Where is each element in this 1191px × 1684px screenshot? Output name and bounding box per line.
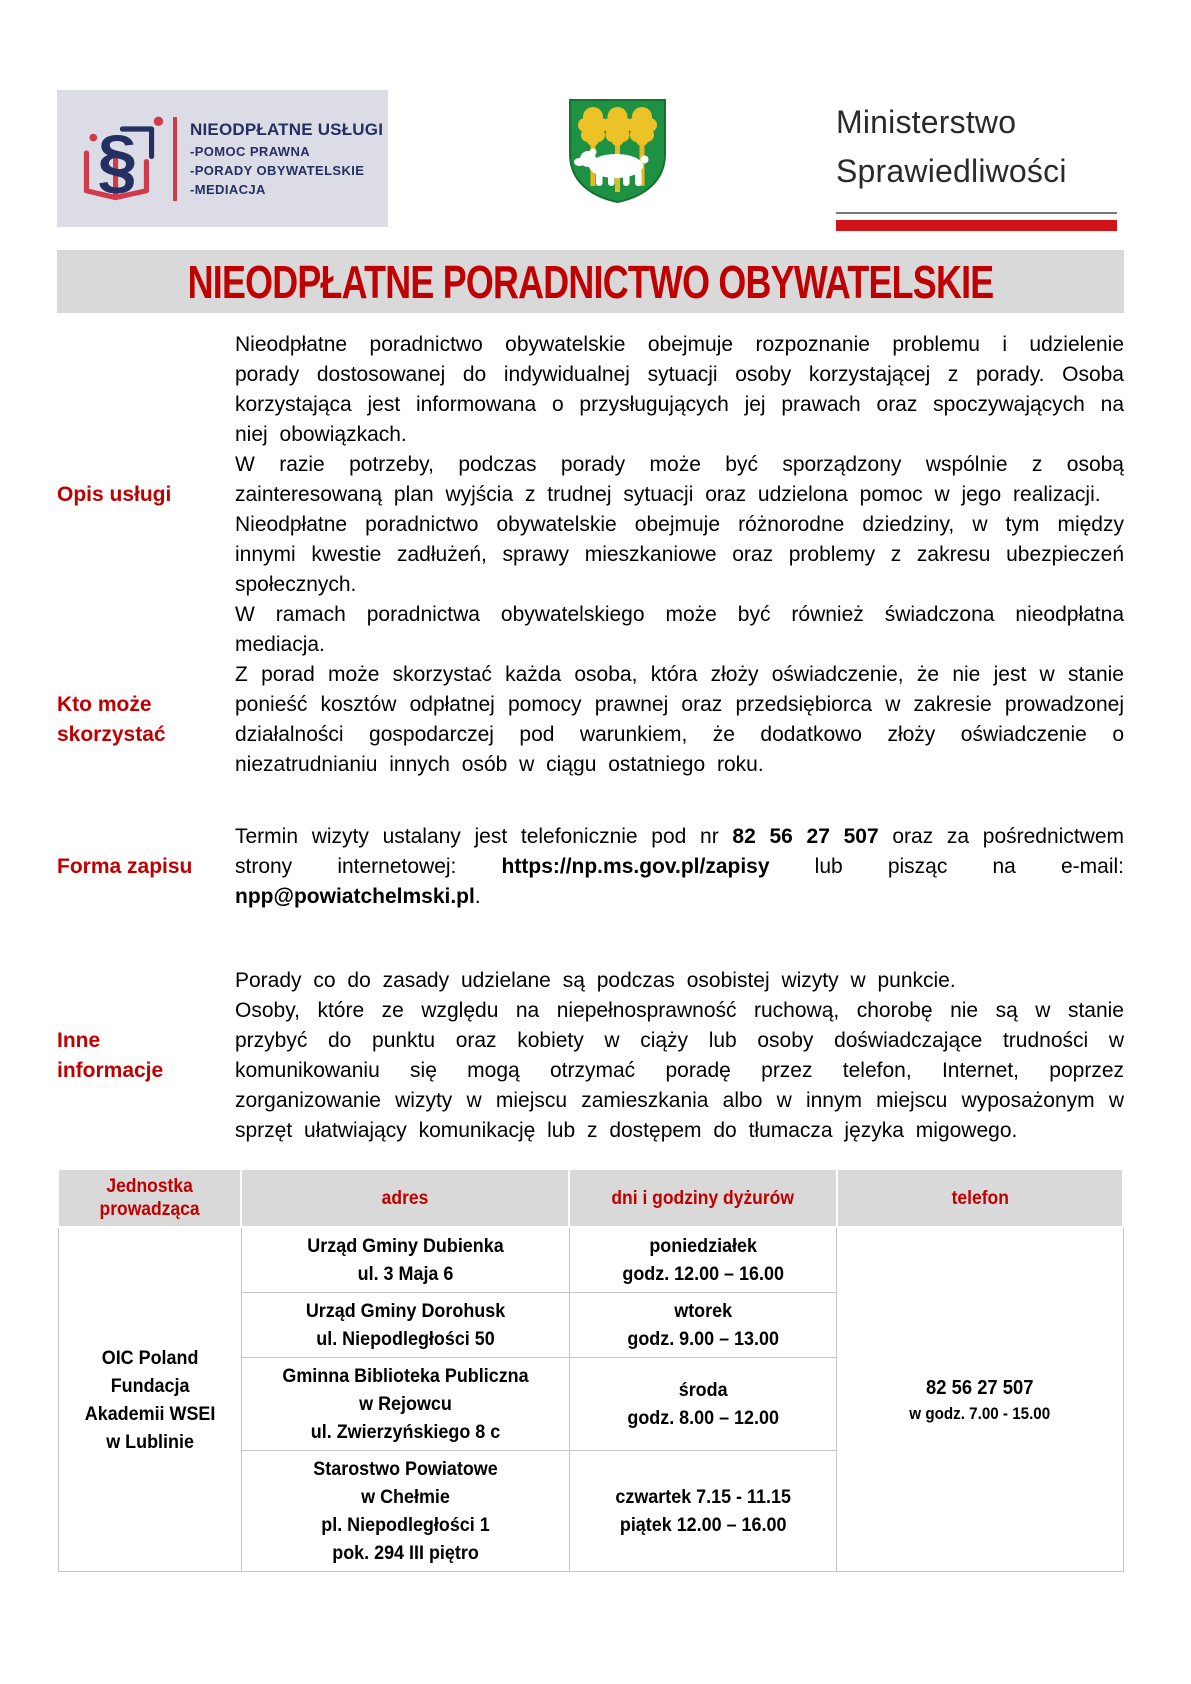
address-cell: Urząd Gminy Dorohusk ul. Niepodległości 50 [241,1293,569,1358]
hours-cell: poniedziałek godz. 12.00 – 16.00 [569,1227,836,1293]
address-cell: Urząd Gminy Dubienka ul. 3 Maja 6 [241,1227,569,1293]
logo-line: -MEDIACJA [190,182,266,197]
paragraph: W ramach poradnictwa obywatelskiego może być również świadczona nieodpłatna mediacja. [235,603,1124,656]
section-label: Inne informacje [57,1029,164,1082]
logo-line: -POMOC PRAWNA [190,144,311,159]
paragraph: Nieodpłatne poradnictwo obywatelskie obejmuje rozpoznanie problemu i udzielenie porady dostosowanej do indywidualnej sytuacji osoby korzystającej z porady. Osoba korzystająca jest informowana o przysługujących jej prawach oraz spoczywających na niej obowiązkach. [235,333,1124,446]
ministry-logo [836,98,1117,231]
page-title: NIEODPŁATNE PORADNICTWO OBYWATELSKIE [187,255,994,308]
svg-text:§: § [97,121,138,202]
provider-cell: OIC Poland Fundacja Akademii WSEI w Lublinie [58,1227,241,1572]
header-telefon: telefon [837,1169,1124,1227]
paragraph: Nieodpłatne poradnictwo obywatelskie obejmuje różnorodne dziedziny, w tym między innymi kwestie zadłużeń, sprawy mieszkaniowe oraz problemy z zakresu ubezpieczeń społecznych. [235,513,1124,596]
logo-title: NIEODPŁATNE USŁUGI [190,120,384,139]
logo-text-block [190,120,383,197]
section-label: Opis usługi [57,483,172,506]
hours-cell: czwartek 7.15 - 11.15 piątek 12.00 – 16.00 [569,1451,836,1572]
title-banner [57,250,1124,313]
table-row [58,1227,1123,1293]
header-adres: adres [241,1169,569,1227]
paragraph: Porady co do zasady udzielane są podczas osobistej wizyty w punkcie. [235,969,956,992]
hours-cell: środa godz. 8.00 – 12.00 [569,1358,836,1451]
schedule-table [57,1168,1124,1572]
hours-cell: wtorek godz. 9.00 – 13.00 [569,1293,836,1358]
email-text: npp@powiatchelmski.pl [235,885,475,908]
paragraph: Z porad może skorzystać każda osoba, która złoży oświadczenie, że nie jest w stanie ponieść kosztów odpłatnej pomocy prawnej oraz przedsiębiorca w zakresie prowadzonej działalności gospodarczej pod warunkiem, że dodatkowo złoży oświadczenie o niezatrudnianiu innych osób w ciągu ostatniego roku. [235,663,1124,776]
section-kto-moze-skorzystac [57,660,1124,780]
header-jednostka: Jednostka prowadząca [58,1169,241,1227]
coat-of-arms-icon [566,95,669,207]
nieodplatne-uslugi-logo [57,90,388,227]
paragraph: W razie potrzeby, podczas porady może być sporządzony wspólnie z osobą zainteresowaną plan wyjścia z trudnej sytuacji oraz udzielona pomoc w jego realizacji. [235,453,1124,506]
flag-underline-gray [836,212,1117,214]
section-label: Kto może skorzystać [57,693,166,746]
address-cell: Gminna Biblioteka Publiczna w Rejowcu ul. Zwierzyńskiego 8 c [241,1358,569,1451]
paragraph: Termin wizyty ustalany jest telefonicznie pod nr 82 56 27 507 oraz za pośrednictwem strony internetowej: https://np.ms.gov.pl/zapisy lub pisząc na e-mail: npp@powiatchelmski.pl. [235,825,1124,908]
main-content [57,330,1124,1572]
paragraph: Osoby, które ze względu na niepełnosprawność ruchową, chorobę nie są w stanie przybyć do punktu oraz kobiety w ciąży lub osoby doświadczające trudności w komunikowaniu się mogą otrzymać poradę przez telefon, Internet, poprzez zorganizowanie wizyty w miejscu zamieszkania albo w innym miejscu wyposażonym w sprzęt ułatwiający komunikację lub z dostępem do tłumacza języka migowego. [235,999,1124,1142]
table-header-row [58,1169,1123,1227]
phone-number-text: 82 56 27 507 [732,825,879,848]
paragraph-section-icon [71,103,167,215]
logo-line: -PORADY OBYWATELSKIE [190,163,365,178]
signup-url-text: https://np.ms.gov.pl/zapisy [501,855,770,878]
logo-divider [173,117,177,201]
section-forma-zapisu [57,822,1124,912]
flag-underline-red [836,220,1117,231]
section-label: Forma zapisu [57,855,193,878]
address-cell: Starostwo Powiatowe w Chełmie pl. Niepodległości 1 pok. 294 III piętro [241,1451,569,1572]
ministry-wordmark-line: Ministerstwo [836,104,1017,140]
section-opis-uslugi [57,330,1124,660]
section-inne-informacje [57,966,1124,1146]
phone-cell: 82 56 27 507 w godz. 7.00 - 15.00 [837,1227,1124,1572]
ministry-wordmark-line: Sprawiedliwości [836,153,1067,189]
header-dni-godziny: dni i godziny dyżurów [569,1169,836,1227]
